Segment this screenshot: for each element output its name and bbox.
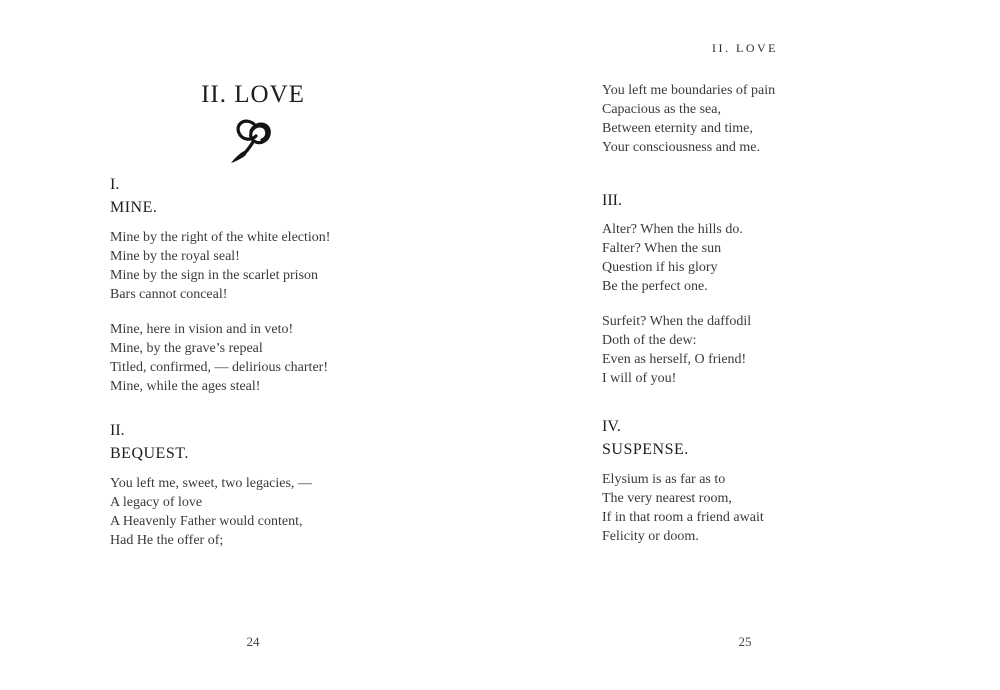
poem-title: BEQUEST. — [110, 445, 189, 462]
poem-title: SUSPENSE. — [602, 441, 689, 458]
poem-line: Surfeit? When the daffodil — [602, 314, 752, 329]
poem-bequest — [110, 420, 396, 550]
poem-line: You left me boundaries of pain — [602, 83, 776, 98]
poem-number: III. — [602, 192, 622, 209]
poem-line: I will of you! — [602, 371, 677, 386]
poem-line: Bars cannot conceal! — [110, 287, 228, 302]
stanza — [110, 228, 396, 304]
poem-line: Had He the offer of; — [110, 533, 224, 548]
poem-title: MINE. — [110, 199, 158, 216]
poem-line: Falter? When the sun — [602, 241, 722, 256]
poem-line: The very nearest room, — [602, 491, 732, 506]
stanza — [602, 220, 888, 296]
poem-line: Question if his glory — [602, 260, 718, 275]
poem-line: Mine by the sign in the scarlet prison — [110, 268, 319, 283]
stanza — [110, 320, 396, 396]
stanza — [110, 474, 396, 550]
poem-line: Felicity or doom. — [602, 529, 699, 544]
rose-ornament-icon — [110, 114, 396, 168]
page-number: 25 — [738, 634, 752, 649]
poem-number: I. — [110, 176, 120, 193]
left-page — [110, 0, 396, 690]
poem-mine — [110, 174, 396, 396]
poem-line: Between eternity and time, — [602, 121, 753, 136]
poem-line: Mine, by the grave’s repeal — [110, 341, 263, 356]
poem-suspense — [602, 416, 888, 546]
stanza — [602, 312, 888, 388]
poem-number: IV. — [602, 418, 621, 435]
poem-number: II. — [110, 422, 125, 439]
poem-line: Mine by the royal seal! — [110, 249, 240, 264]
poem-line: A Heavenly Father would content, — [110, 514, 303, 529]
poem-line: Alter? When the hills do. — [602, 222, 743, 237]
poem-line: Elysium is as far as to — [602, 472, 726, 487]
poem-line: Doth of the dew: — [602, 333, 697, 348]
poem-line: Mine, while the ages steal! — [110, 379, 261, 394]
poem-line: You left me, sweet, two legacies, — — [110, 476, 312, 491]
stanza — [602, 470, 888, 546]
poem-alter — [602, 190, 888, 388]
stanza — [602, 81, 888, 157]
poem-line: Be the perfect one. — [602, 279, 708, 294]
poem-line: If in that room a friend await — [602, 510, 764, 525]
poem-line: A legacy of love — [110, 495, 203, 510]
poem-line: Capacious as the sea, — [602, 102, 721, 117]
page-number: 24 — [246, 634, 260, 649]
poem-line: Mine, here in vision and in veto! — [110, 322, 294, 337]
poem-line: Even as herself, O friend! — [602, 352, 747, 367]
running-header: II. LOVE — [712, 41, 778, 55]
poem-line: Your consciousness and me. — [602, 140, 761, 155]
poem-bequest-continuation — [602, 81, 888, 157]
poem-line: Mine by the right of the white election! — [110, 230, 331, 245]
section-title: II. LOVE — [201, 81, 305, 108]
poem-line: Titled, confirmed, — delirious charter! — [110, 360, 328, 375]
right-page — [602, 0, 888, 690]
